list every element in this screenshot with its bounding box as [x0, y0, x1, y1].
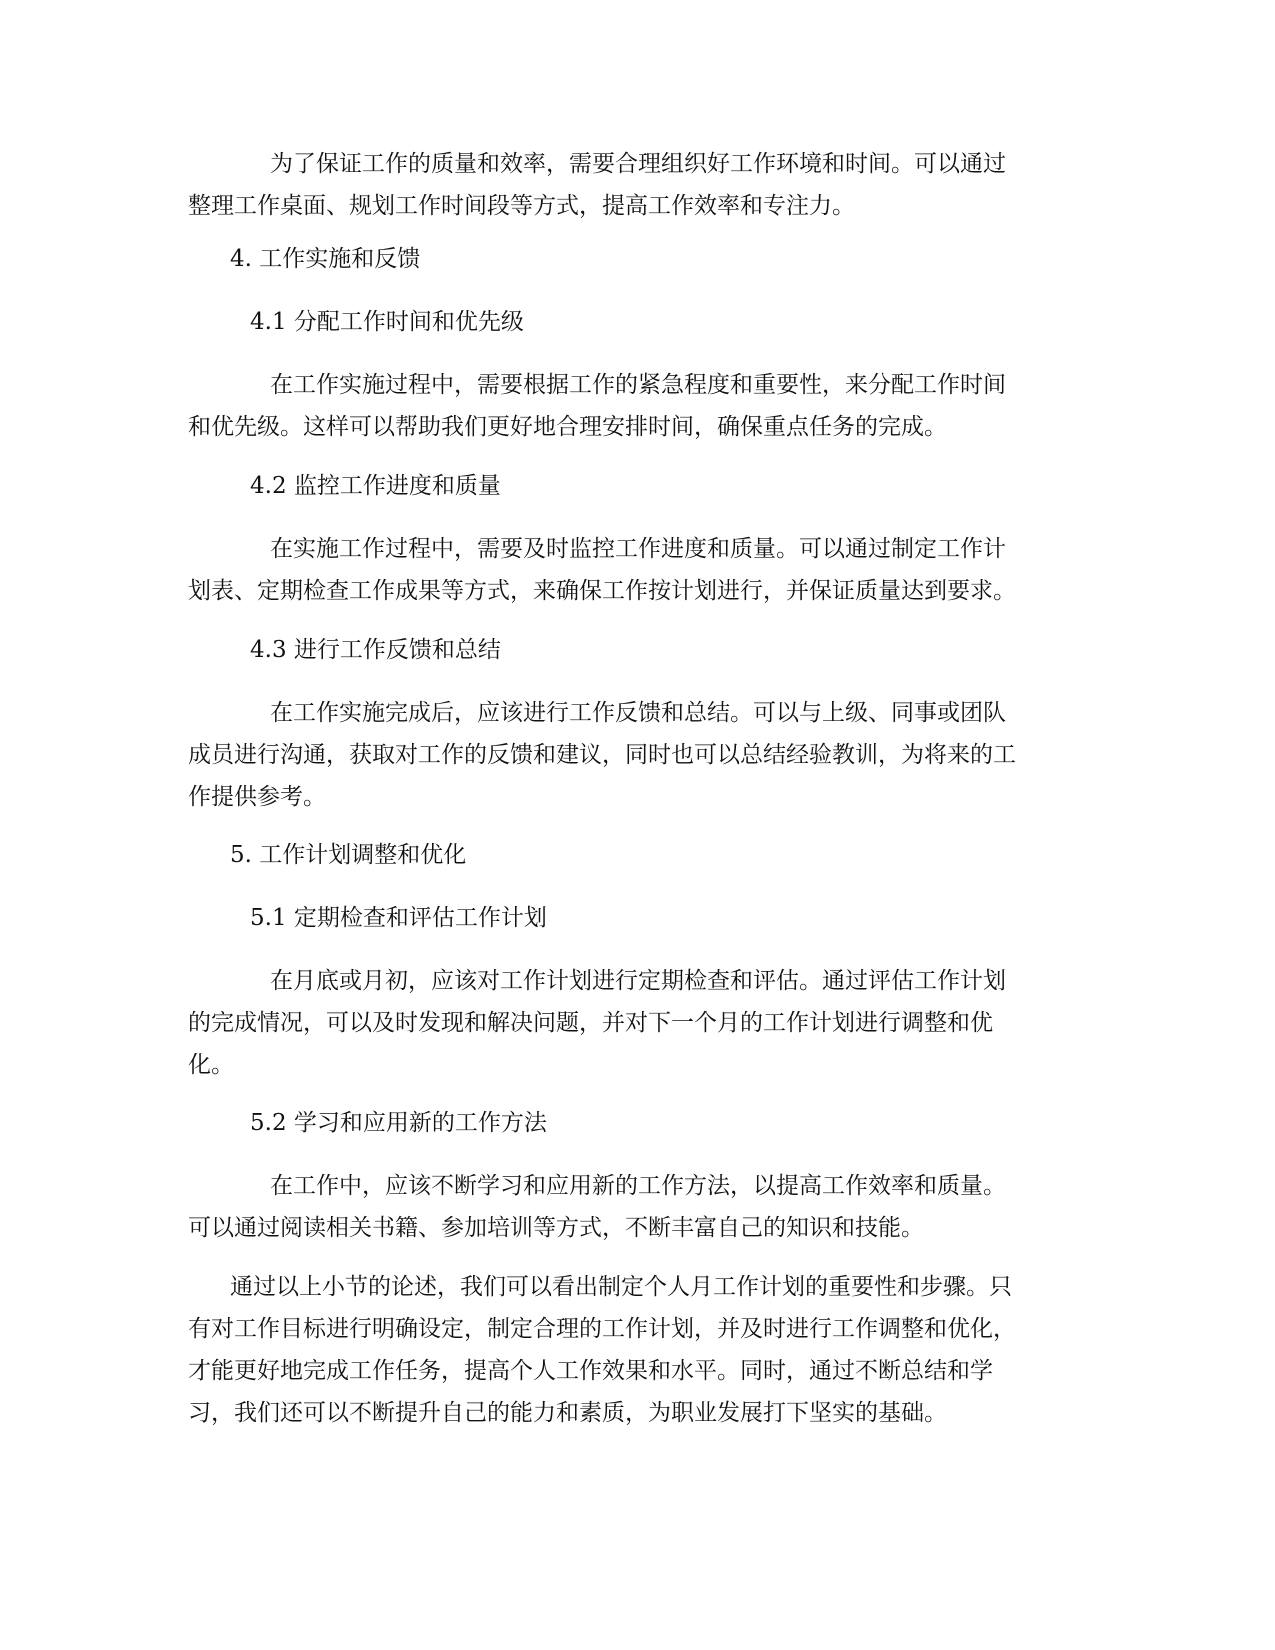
paragraph-line: 在月底或月初，应该对工作计划进行定期检查和评估。通过评估工作计划 — [270, 968, 1006, 994]
paragraph-line: 成员进行沟通，获取对工作的反馈和建议，同时也可以总结经验教训，为将来的工 — [188, 742, 1016, 768]
paragraph-line: 作提供参考。 — [188, 784, 326, 810]
paragraph-line: 为了保证工作的质量和效率，需要合理组织好工作环境和时间。可以通过 — [270, 151, 1006, 177]
paragraph-line: 习，我们还可以不断提升自己的能力和素质，为职业发展打下坚实的基础。 — [188, 1400, 947, 1426]
subsection-heading-4-2 — [188, 465, 1088, 507]
paragraph-line: 整理工作桌面、规划工作时间段等方式，提高工作效率和专注力。 — [188, 193, 855, 219]
subsection-heading-text: 4.3 进行工作反馈和总结 — [250, 637, 501, 663]
paragraph-5-1 — [188, 960, 1088, 1086]
subsection-heading-text: 4.2 监控工作进度和质量 — [250, 473, 501, 499]
paragraph-work-environment — [188, 143, 1088, 227]
paragraph-line: 的完成情况，可以及时发现和解决问题，并对下一个月的工作计划进行调整和优 — [188, 1010, 993, 1036]
paragraph-line: 在工作实施过程中，需要根据工作的紧急程度和重要性，来分配工作时间 — [270, 372, 1006, 398]
paragraph-line: 有对工作目标进行明确设定，制定合理的工作计划，并及时进行工作调整和优化， — [188, 1316, 1016, 1342]
subsection-heading-5-2 — [188, 1102, 1088, 1144]
paragraph-line: 可以通过阅读相关书籍、参加培训等方式，不断丰富自己的知识和技能。 — [188, 1215, 924, 1241]
subsection-heading-text: 5.1 定期检查和评估工作计划 — [250, 905, 547, 931]
summary-paragraph — [188, 1266, 1088, 1434]
paragraph-line: 在工作实施完成后，应该进行工作反馈和总结。可以与上级、同事或团队 — [270, 700, 1006, 726]
paragraph-5-2 — [188, 1165, 1088, 1249]
paragraph-line: 在实施工作过程中，需要及时监控工作进度和质量。可以通过制定工作计 — [270, 536, 1006, 562]
section-heading-text: 4. 工作实施和反馈 — [230, 246, 421, 272]
subsection-heading-text: 5.2 学习和应用新的工作方法 — [250, 1110, 547, 1136]
paragraph-line: 划表、定期检查工作成果等方式，来确保工作按计划进行，并保证质量达到要求。 — [188, 578, 1016, 604]
paragraph-4-3 — [188, 692, 1088, 818]
section-heading-4 — [188, 238, 1088, 280]
paragraph-line: 化。 — [188, 1052, 234, 1078]
subsection-heading-4-3 — [188, 629, 1088, 671]
paragraph-line: 在工作中，应该不断学习和应用新的工作方法，以提高工作效率和质量。 — [270, 1173, 1006, 1199]
paragraph-line: 才能更好地完成工作任务，提高个人工作效果和水平。同时，通过不断总结和学 — [188, 1358, 993, 1384]
subsection-heading-5-1 — [188, 897, 1088, 939]
paragraph-4-1 — [188, 364, 1088, 448]
paragraph-line: 通过以上小节的论述，我们可以看出制定个人月工作计划的重要性和步骤。只 — [230, 1274, 1012, 1300]
subsection-heading-text: 4.1 分配工作时间和优先级 — [250, 309, 524, 335]
section-heading-text: 5. 工作计划调整和优化 — [230, 842, 467, 868]
paragraph-4-2 — [188, 528, 1088, 612]
paragraph-line: 和优先级。这样可以帮助我们更好地合理安排时间，确保重点任务的完成。 — [188, 414, 947, 440]
subsection-heading-4-1 — [188, 301, 1088, 343]
section-heading-5 — [188, 834, 1088, 876]
